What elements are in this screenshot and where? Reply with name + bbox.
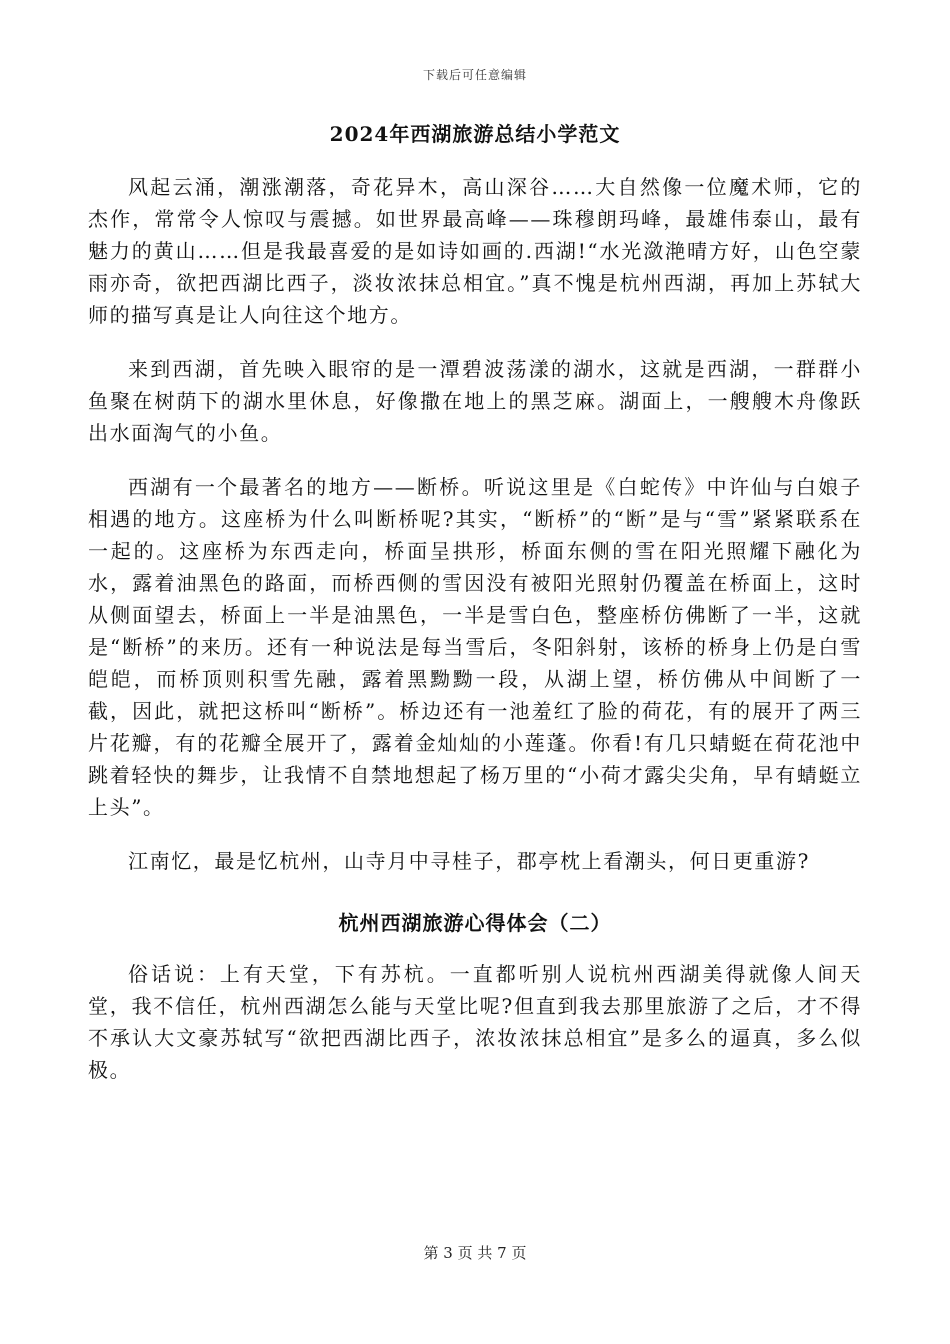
paragraph-2: 来到西湖，首先映入眼帘的是一潭碧波荡漾的湖水，这就是西湖，一群群小鱼聚在树荫下的湖水里休息，好像撒在地上的黑芝麻。湖面上，一艘艘木舟像跃出水面淘气的小鱼。 (88, 357, 862, 445)
paragraph-4: 江南忆，最是忆杭州，山寺月中寻桂子，郡亭枕上看潮头，何日更重游? (128, 849, 810, 873)
document-body (88, 118, 862, 1108)
document-title: 2024年西湖旅游总结小学范文 (329, 122, 621, 146)
paragraph-1: 风起云涌，潮涨潮落，奇花异木，高山深谷……大自然像一位魔术师，它的杰作，常常令人惊叹与震撼。如世界最高峰——珠穆朗玛峰，最雄伟泰山，最有魅力的黄山……但是我最喜爱的是如诗如画的.西湖!“水光潋滟晴方好，山色空蒙雨亦奇，欲把西湖比西子，淡妆浓抹总相宜。”真不愧是杭州西湖，再加上苏轼大师的描写真是让人向往这个地方。 (88, 175, 862, 327)
section-subtitle: 杭州西湖旅游心得体会（二） (338, 911, 612, 935)
paragraph-5: 俗话说：上有天堂，下有苏杭。一直都听别人说杭州西湖美得就像人间天堂，我不信任，杭州西湖怎么能与天堂比呢?但直到我去那里旅游了之后，才不得不承认大文豪苏轼写“欲把西湖比西子，浓妆浓抹总相宜”是多么的逼真，多么似极。 (88, 962, 862, 1082)
page-header-note: 下载后可任意编辑 (422, 68, 527, 82)
page-footer: 第 3 页 共 7 页 (423, 1244, 527, 1262)
paragraph-3: 西湖有一个最著名的地方——断桥。听说这里是《白蛇传》中许仙与白娘子相遇的地方。这座桥为什么叫断桥呢?其实，“断桥”的“断”是与“雪”紧紧联系在一起的。这座桥为东西走向，桥面呈拱形，桥面东侧的雪在阳光照耀下融化为水，露着油黑色的路面，而桥西侧的雪因没有被阳光照射仍覆盖在桥面上，这时从侧面望去，桥面上一半是油黑色，一半是雪白色，整座桥仿佛断了一半，这就是“断桥”的来历。还有一种说法是每当雪后，冬阳斜射，该桥的桥身上仍是白雪皑皑，而桥顶则积雪先融，露着黑黝黝一段，从湖上望，桥仿佛从中间断了一截，因此，就把这桥叫“断桥”。桥边还有一池羞红了脸的荷花，有的展开了两三片花瓣，有的花瓣全展开了，露着金灿灿的小莲蓬。你看!有几只蜻蜓在荷花池中跳着轻快的舞步，让我情不自禁地想起了杨万里的“小荷才露尖尖角，早有蜻蜓立上头”。 (88, 475, 862, 819)
